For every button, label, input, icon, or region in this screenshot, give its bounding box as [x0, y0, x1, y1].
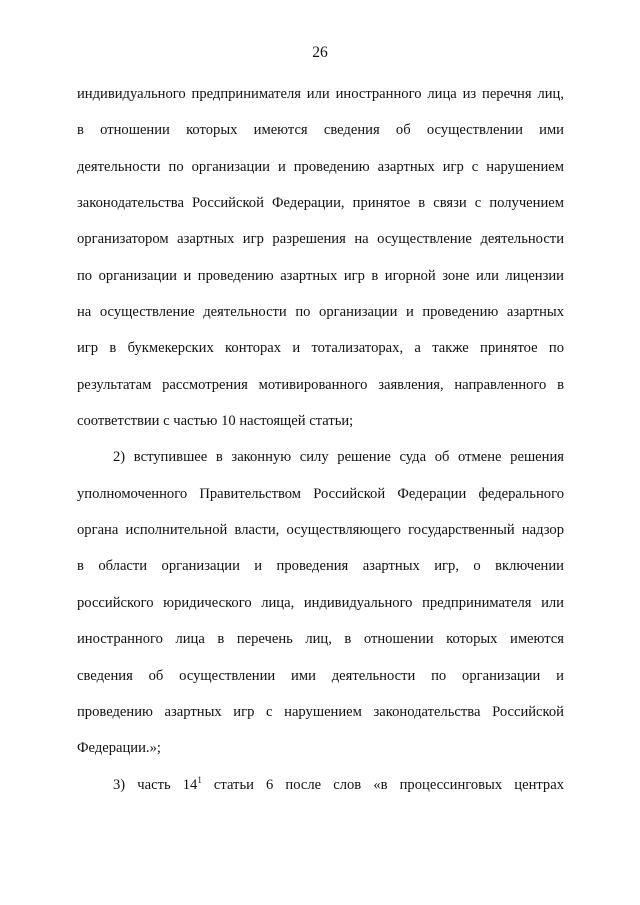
text-run: статьи 6 после слов «в процессинговых центрах: [201, 776, 564, 793]
text-line: на осуществление деятельности по организации и проведению азартных: [77, 304, 564, 321]
superscript: 1: [197, 774, 202, 785]
text-line: соответствии с частью 10 настоящей статьи;: [77, 413, 354, 430]
text-line: российского юридического лица, индивидуального предпринимателя или: [77, 594, 564, 611]
text-line: сведения об осуществлении ими деятельности по организации и: [77, 667, 564, 684]
text-line: в области организации и проведения азартных игр, о включении: [77, 558, 564, 575]
text-line: Федерации.»;: [77, 740, 161, 757]
text-line: органа исполнительной власти, осуществляющего государственный надзор: [77, 522, 564, 539]
text-line: деятельности по организации и проведению азартных игр с нарушением: [77, 158, 564, 175]
paragraph-2: [77, 439, 564, 766]
text-line: 2) вступившее в законную силу решение суда об отмене решения: [113, 449, 564, 466]
text-line: уполномоченного Правительством Российской Федерации федерального: [77, 485, 564, 502]
paragraph-1: [77, 76, 564, 439]
paragraph-3: [77, 767, 564, 803]
document-body: [77, 76, 564, 803]
text-line: организатором азартных игр разрешения на осуществление деятельности: [77, 231, 564, 248]
text-line: по организации и проведению азартных игр в игорной зоне или лицензии: [77, 267, 564, 284]
text-line: [77, 767, 564, 803]
text-line: индивидуального предпринимателя или иностранного лица из перечня лиц,: [77, 86, 564, 102]
text-line: иностранного лица в перечень лиц, в отношении которых имеются: [77, 631, 564, 648]
text-line: проведению азартных игр с нарушением законодательства Российской: [77, 703, 564, 720]
page-number: 26: [312, 44, 328, 61]
text-line: результатам рассмотрения мотивированного заявления, направленного в: [77, 376, 564, 393]
text-line: игр в букмекерских конторах и тотализаторах, а также принятое по: [77, 340, 564, 357]
text-line: законодательства Российской Федерации, принятое в связи с получением: [77, 195, 564, 212]
text-line: в отношении которых имеются сведения об осуществлении ими: [77, 122, 564, 139]
text-run: 3) часть 14: [113, 776, 198, 793]
